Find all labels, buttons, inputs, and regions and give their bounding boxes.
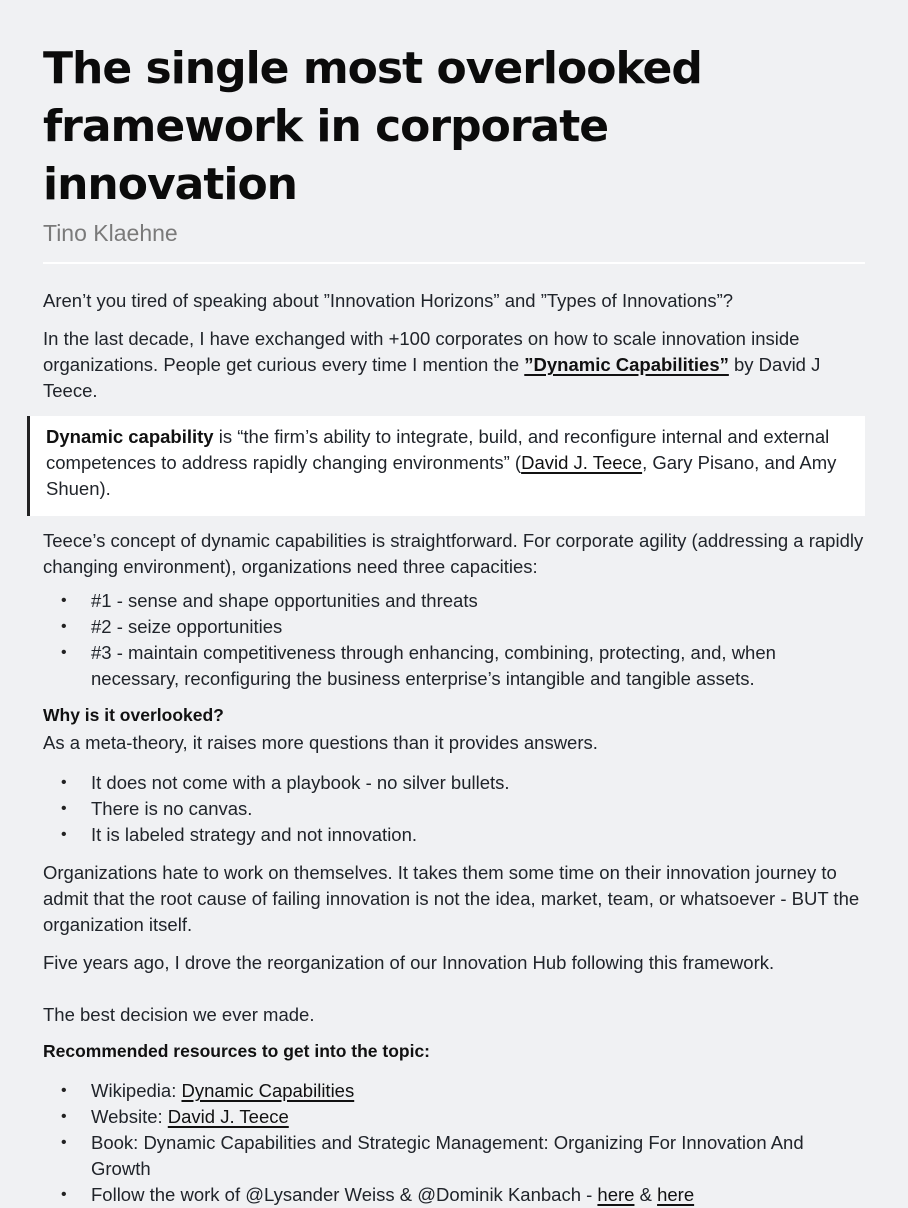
decade-paragraph <box>43 326 865 404</box>
article-title: The single most overlooked framework in corporate innovation <box>43 43 702 210</box>
resources-heading: Recommended resources to get into the topic: <box>43 1041 430 1061</box>
article-body <box>43 288 865 1208</box>
list-item: • #3 - maintain competitiveness through enhancing, combining, protecting, and, when necessary, reconfiguring the business enterprise’s intangible and tangible assets. <box>91 640 865 692</box>
list-item <box>91 1104 865 1130</box>
best-decision-paragraph: The best decision we ever made. <box>43 1004 315 1025</box>
wikipedia-prefix: Wikipedia: <box>91 1080 182 1101</box>
wikipedia-link[interactable]: Dynamic Capabilities <box>181 1080 355 1101</box>
here-link-2[interactable]: here <box>657 1184 695 1205</box>
list-item <box>91 1182 865 1208</box>
here-link-1[interactable]: here <box>597 1184 635 1205</box>
capacities-list <box>43 588 865 692</box>
teece-paragraph: Teece’s concept of dynamic capabilities is straightforward. For corporate agility (addressing a rapidly changing environment), organizations need three capacities: <box>43 530 864 577</box>
title-divider <box>43 262 865 264</box>
list-item: • #1 - sense and shape opportunities and threats <box>91 588 865 614</box>
decade-text-before: In the last decade, I have exchanged with +100 corporates on how to scale innovation inside organizations. People get curious every time I mention the <box>43 328 800 375</box>
list-item: • It is labeled strategy and not innovation. <box>91 822 865 848</box>
list-item: • There is no canvas. <box>91 796 865 822</box>
list-item: • It does not come with a playbook - no silver bullets. <box>91 770 865 796</box>
teece-link[interactable]: David J. Teece <box>521 452 643 473</box>
quote-term: Dynamic capability <box>46 426 214 447</box>
organizations-paragraph: Organizations hate to work on themselves. It takes them some time on their innovation journey to admit that the root cause of failing innovation is not the idea, market, team, or whatsoever - BUT the organization itself. <box>43 862 860 935</box>
website-link[interactable]: David J. Teece <box>167 1106 289 1127</box>
ampersand: & <box>634 1184 658 1205</box>
meta-paragraph: As a meta-theory, it raises more questions than it provides answers. <box>43 732 598 753</box>
resources-list <box>43 1078 865 1208</box>
list-item: • Book: Dynamic Capabilities and Strategic Management: Organizing For Innovation And Growth <box>91 1130 865 1182</box>
definition-blockquote <box>27 416 865 516</box>
author-name: Tino Klaehne <box>43 220 178 246</box>
dynamic-capabilities-link[interactable]: ”Dynamic Capabilities” <box>524 354 729 375</box>
follow-prefix: Follow the work of @Lysander Weiss & @Dominik Kanbach - <box>91 1184 598 1205</box>
quote-text-after: , Gary Pisano, and Amy Shuen). <box>46 452 837 499</box>
website-prefix: Website: <box>91 1106 168 1127</box>
reasons-list <box>43 770 865 848</box>
five-years-paragraph: Five years ago, I drove the reorganization of our Innovation Hub following this framework. <box>43 952 775 973</box>
intro-paragraph: Aren’t you tired of speaking about ”Innovation Horizons” and ”Types of Innovations”? <box>43 290 734 311</box>
why-heading: Why is it overlooked? <box>43 705 224 725</box>
quote-text: is “the firm’s ability to integrate, build, and reconfigure internal and external competences to address rapidly changing environments” ( <box>46 426 830 473</box>
decade-text-after: by David J Teece. <box>43 354 821 401</box>
list-item <box>91 1078 865 1104</box>
list-item: • #2 - seize opportunities <box>91 614 865 640</box>
